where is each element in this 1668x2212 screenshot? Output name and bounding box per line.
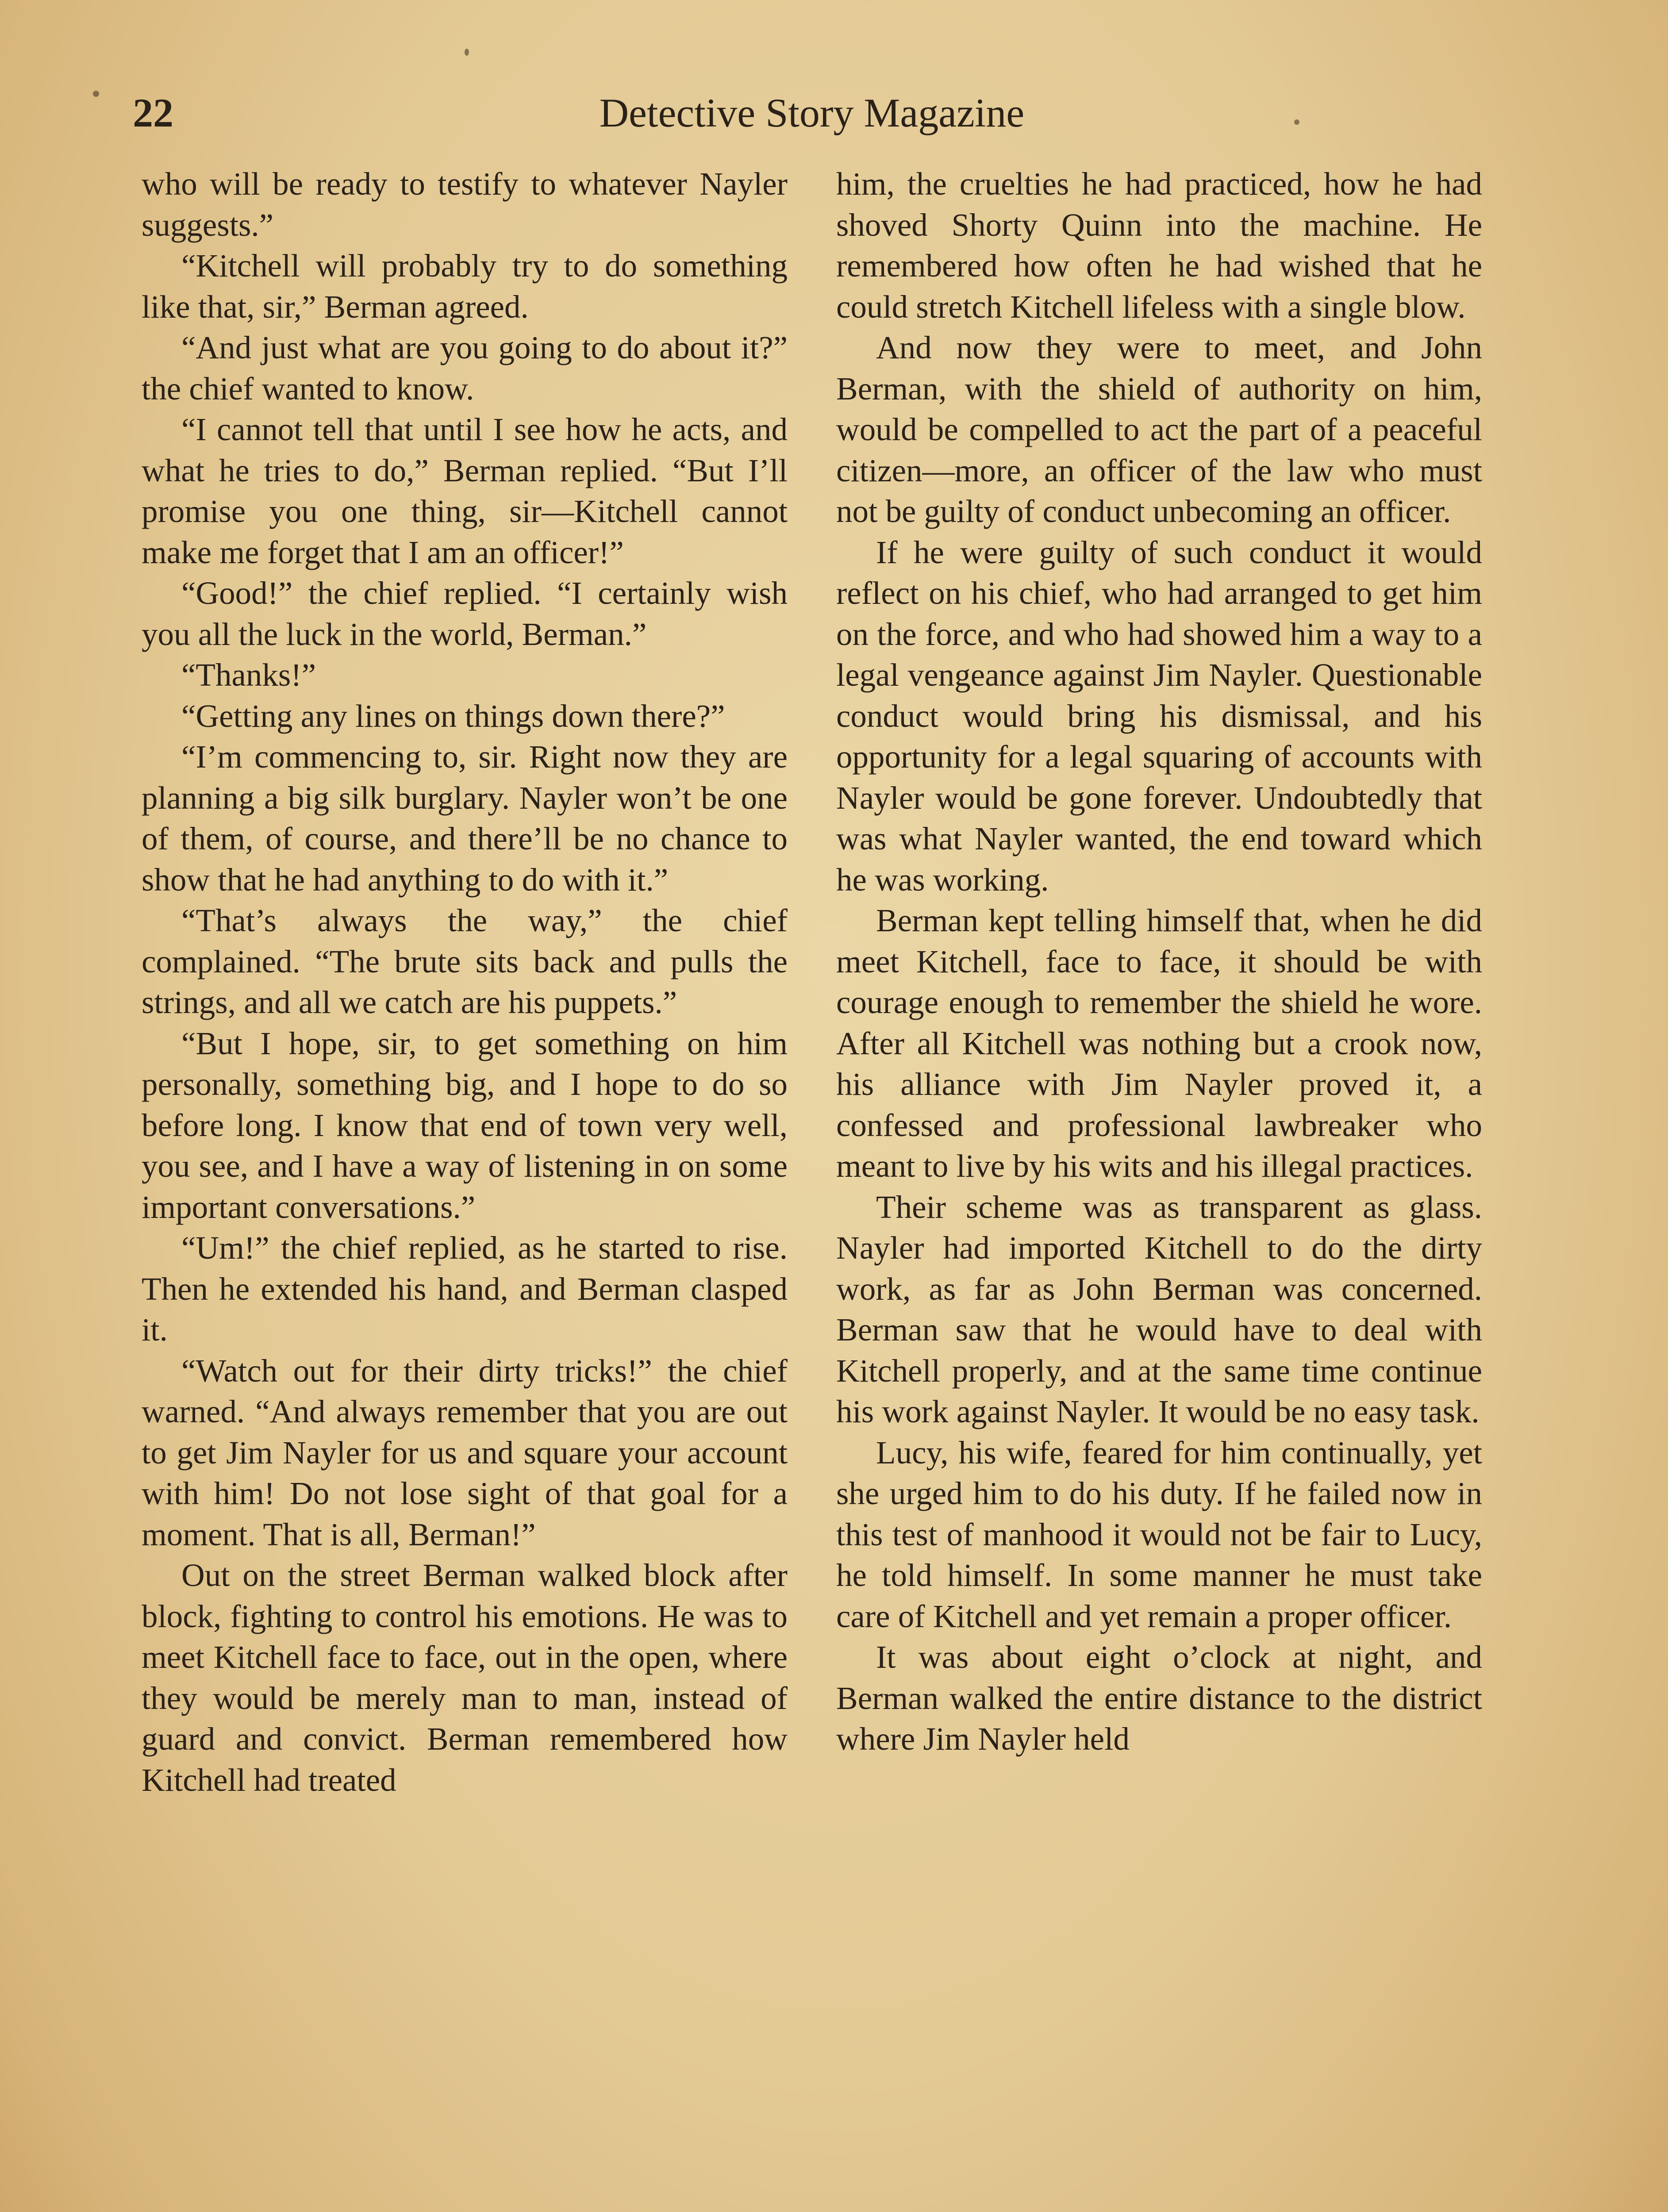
paragraph: If he were guilty of such conduct it would reflect on his chief, who had arranged to get him on the force, and who had showed him a way to a legal vengeance against Jim Nayler. Questionable conduct would bring his dismissal, and his opportunity for a legal squaring of accounts with Nayler would be gone forever. Undoubtedly that was what Nayler wanted, the end toward which he was working. [836, 534, 1482, 898]
paragraph: who will be ready to testify to whatever Nayler suggests.” [142, 166, 788, 243]
paragraph: “Good!” the chief replied. “I certainly wish you all the luck in the world, Berman.” [142, 575, 788, 652]
paragraph: Berman kept telling himself that, when he did meet Kitchell, face to face, it should be with courage enough to remember the shield he wore. After all Kitchell was nothing but a crook now, his alliance with Jim Nayler proved it, a confessed and professional lawbreaker who meant to live by his wits and his illegal practices. [836, 902, 1482, 1184]
paragraph: “Getting any lines on things down there?” [181, 698, 725, 734]
paragraph: “Watch out for their dirty tricks!” the chief warned. “And always remember that you are out to get Jim Nayler for us and square your account with him! Do not lose sight of that goal for a moment. That is all, Berman!” [142, 1352, 788, 1552]
text-column-right [836, 164, 1482, 2212]
paragraph: “Thanks!” [181, 657, 316, 693]
running-title: Detective Story Magazine [599, 90, 1025, 135]
paragraph: “I cannot tell that until I see how he acts, and what he tries to do,” Berman replied. “But I’ll promise you one thing, sir—Kitchell cannot make me forget that I am an officer!” [142, 411, 788, 570]
paragraph: “That’s always the way,” the chief complained. “The brute sits back and pulls the strings, and all we catch are his puppets.” [142, 902, 788, 1020]
paragraph: Their scheme was as transparent as glass. Nayler had imported Kitchell to do the dirty work, as far as John Berman was concerned. Berman saw that he would have to deal with Kitchell properly, and at the same time continue his work against Nayler. It would be no easy task. [836, 1189, 1482, 1429]
paragraph: And now they were to meet, and John Berman, with the shield of authority on him, would be compelled to act the part of a peaceful citizen—more, an officer of the law who must not be guilty of conduct unbecoming an officer. [836, 330, 1482, 529]
paragraph: “But I hope, sir, to get something on him personally, something big, and I hope to do so before long. I know that end of town very well, you see, and I have a way of listening in on some important conversations.” [142, 1025, 788, 1225]
page-number: 22 [133, 90, 173, 135]
paragraph: him, the cruelties he had practiced, how he had shoved Shorty Quinn into the machine. He remembered how often he had wished that he could stretch Kitchell lifeless with a single blow. [836, 166, 1482, 325]
page-speck [465, 49, 469, 56]
paragraph: Lucy, his wife, feared for him continually, yet she urged him to do his duty. If he failed now in this test of manhood it would not be fair to Lucy, he told himself. In some manner he must take care of Kitchell and yet remain a proper officer. [836, 1434, 1482, 1634]
text-column-left [142, 164, 788, 2212]
paragraph: Out on the street Berman walked block after block, fighting to control his emotions. He was to meet Kitchell face to face, out in the open, where they would be merely man to man, instead of guard and convict. Berman remembered how Kitchell had treated [142, 1557, 788, 1798]
paragraph: “And just what are you going to do about it?” the chief wanted to know. [142, 330, 788, 407]
paragraph: “Um!” the chief replied, as he started to rise. Then he extended his hand, and Berman clasped it. [142, 1230, 788, 1348]
paragraph: “I’m commencing to, sir. Right now they are planning a big silk burglary. Nayler won’t be one of them, of course, and there’ll be no chance to show that he had anything to do with it.” [142, 739, 788, 898]
paragraph: “Kitchell will probably try to do something like that, sir,” Berman agreed. [142, 248, 788, 325]
page-header [133, 80, 1491, 146]
page-speck [93, 91, 99, 97]
paragraph: It was about eight o’clock at night, and Berman walked the entire distance to the district where Jim Nayler held [836, 1639, 1482, 1757]
